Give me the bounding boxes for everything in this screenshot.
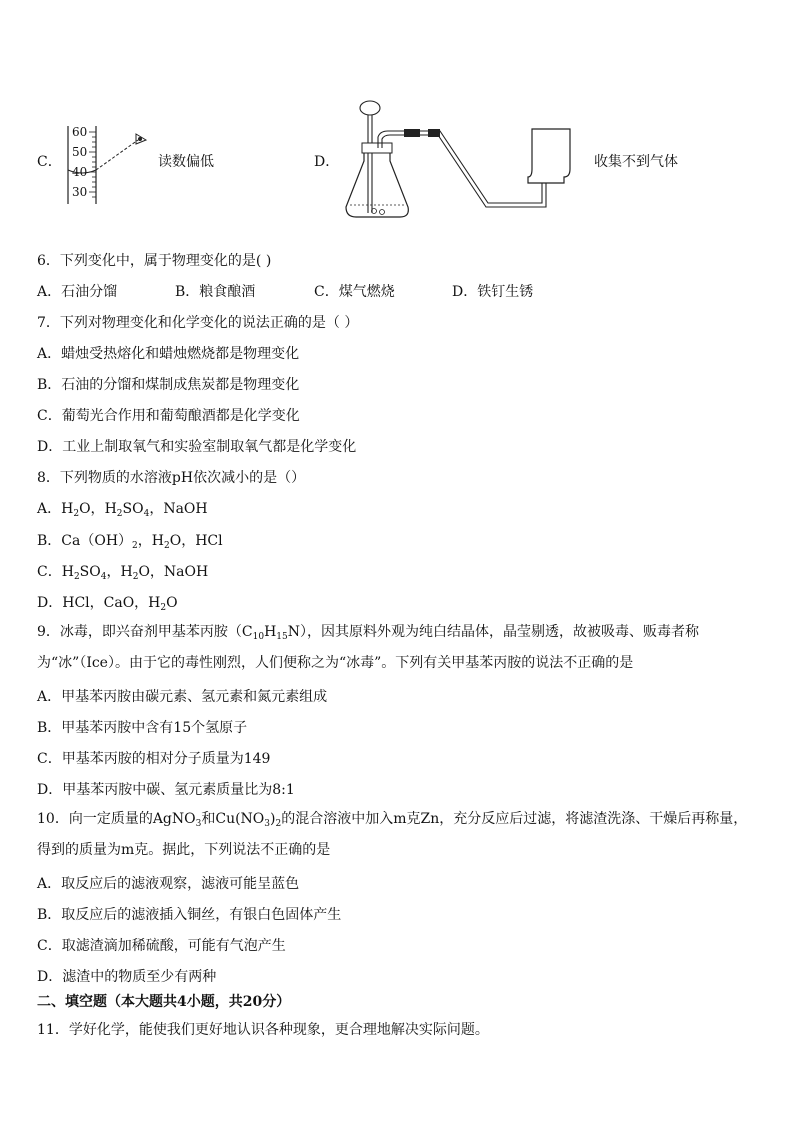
q7-option-b: B．石油的分馏和煤制成焦炭都是物理变化 bbox=[37, 377, 300, 393]
q10-option-a: A．取反应后的滤液观察，滤液可能呈蓝色 bbox=[37, 876, 300, 892]
q9-option-d: D．甲基苯丙胺中碳、氢元素质量比为8:1 bbox=[37, 782, 295, 798]
q6-option-c: C．煤气燃烧 bbox=[314, 284, 395, 300]
q6-option-a: A．石油分馏 bbox=[37, 284, 118, 300]
q9-option-c: C．甲基苯丙胺的相对分子质量为149 bbox=[37, 751, 271, 767]
option-d-caption: 收集不到气体 bbox=[594, 154, 678, 170]
q6-options bbox=[37, 281, 757, 301]
q11-stem: 11．学好化学，能使我们更好地认识各种现象，更合理地解决实际问题。 bbox=[37, 1022, 489, 1038]
option-d-label: D． bbox=[314, 154, 340, 170]
q9-option-a: A．甲基苯丙胺由碳元素、氢元素和氮元素组成 bbox=[37, 689, 328, 705]
option-c-caption: 读数偏低 bbox=[158, 154, 214, 170]
q10-option-d: D．滤渣中的物质至少有两种 bbox=[37, 969, 217, 985]
tick-label-50: 50 bbox=[72, 145, 88, 159]
q10-option-b: B．取反应后的滤液插入铜丝，有银白色固体产生 bbox=[37, 907, 342, 923]
tick-label-60: 60 bbox=[72, 125, 88, 139]
q9-option-b: B．甲基苯丙胺中含有15个氢原子 bbox=[37, 720, 248, 736]
q10-stem: 10．向一定质量的AgNO$_3$和$Cu(NO_3)_2$的混合溶液中加入m克Zn，充分反应后过滤，将滤渣洗涤、干燥后再称量，得到的质量为m克。据此，下列说法不正确的是 bbox=[37, 811, 748, 858]
q7-option-c: C．葡萄光合作用和葡萄酿酒都是化学变化 bbox=[37, 408, 300, 424]
q8-stem: 8．下列物质的水溶液pH依次减小的是（） bbox=[37, 470, 306, 486]
q6-option-d: D．铁钉生锈 bbox=[452, 284, 534, 300]
q6-stem: 6．下列变化中，属于物理变化的是( ) bbox=[37, 253, 272, 269]
q7-option-d: D．工业上制取氧气和实验室制取氧气都是化学变化 bbox=[37, 439, 357, 455]
option-c-label: C． bbox=[37, 154, 62, 170]
tick-label-40: 40 bbox=[72, 165, 88, 179]
q8-option-c: C．$H_2SO_4$，$H_2O$，NaOH bbox=[37, 564, 209, 582]
q8-option-d: D．HCl，CaO，$H_2O$ bbox=[37, 595, 178, 613]
tick-label-30: 30 bbox=[72, 185, 88, 199]
q9-stem: 9．冰毒，即兴奋剂甲基苯丙胺$(C_{10}H_{15}N)$，因其原料外观为纯白结晶体，晶莹剔透，故被吸毒、贩毒者称为“冰”（Ice）。由于它的毒性刚烈，人们便称之为“冰毒”。下列有关甲基苯丙胺的说法不正确的是 bbox=[37, 624, 699, 671]
q6-option-b: B．粮食酿酒 bbox=[175, 284, 256, 300]
gas-collection-apparatus-figure bbox=[338, 95, 588, 225]
q10-option-c: C．取滤渣滴加稀硫酸，可能有气泡产生 bbox=[37, 938, 286, 954]
q8-option-b: B．$Ca(OH)_2$，$H_2O$，HCl bbox=[37, 533, 223, 551]
q7-option-a: A．蜡烛受热熔化和蜡烛燃烧都是物理变化 bbox=[37, 346, 300, 362]
q8-option-a: A．$H_2O$，$H_2SO_4$，NaOH bbox=[37, 501, 208, 519]
q7-stem: 7．下列对物理变化和化学变化的说法正确的是（ ） bbox=[37, 315, 359, 331]
section-heading: 二、填空题（本大题共4小题，共20分） bbox=[37, 994, 291, 1010]
figure-row bbox=[0, 95, 794, 225]
